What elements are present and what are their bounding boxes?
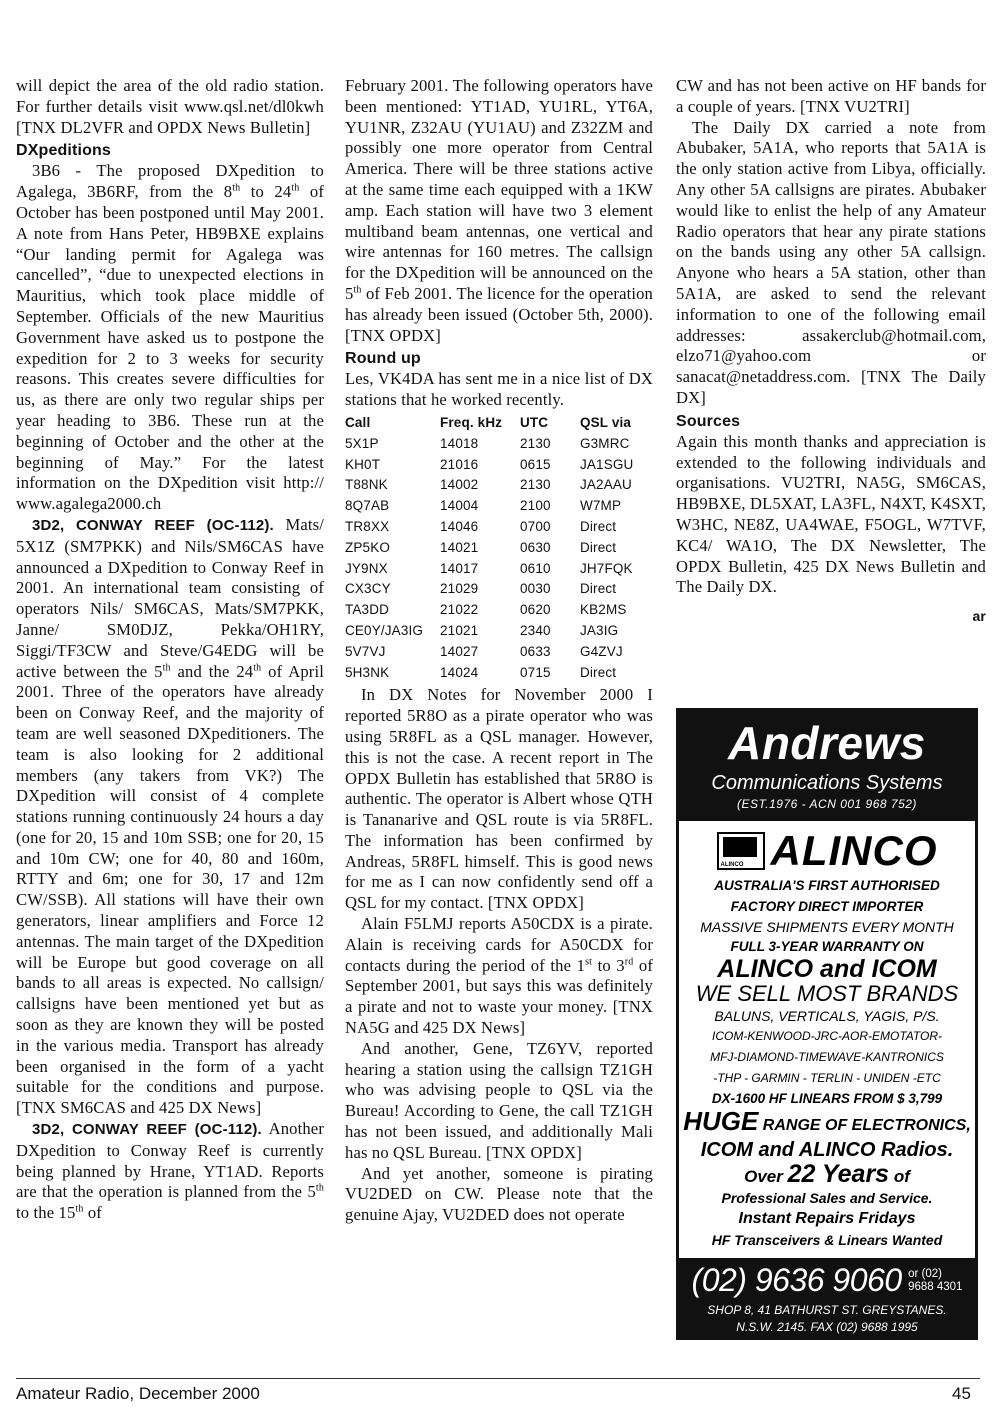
paragraph-3d2-b: 3D2, CONWAY REEF (OC-112). Another DXpedition to Conway Reef is currently being planned by Hrane, YT1AD. Reports are that the operation is planned from the 5th to the 15th of	[16, 1119, 324, 1223]
column-header: UTC	[520, 414, 549, 430]
table-cell: 0030	[520, 581, 551, 597]
table-cell: G4ZVJ	[580, 643, 623, 659]
ad-phone-alt: or (02) 9688 4301	[908, 1267, 963, 1293]
table-cell: KB2MS	[580, 602, 627, 618]
ad-line: FACTORY DIRECT IMPORTER	[730, 899, 924, 914]
ad-address: SHOP 8, 41 BATHURST ST. GREYSTANES. N.S.W. 2145. FAX (02) 9688 1995	[707, 1303, 947, 1334]
table-cell: 0620	[520, 602, 551, 618]
paragraph-5a1a: The Daily DX carried a note from Abubaker, 5A1A, who reports that 5A1A is the only station active from Libya, officially. Any other 5A callsigns are pirates. Abubaker would like to enlist the help of any Amateur Radio operators that hear any pirate stations on the bands using any other 5A callsign. Anyone who hears a 5A station, other than 5A1A, are asked to send the relevant information to one of the following email addresses: assakerclub@hotmail.com, elzo71@yahoo.com or sanacat@netaddress.com. [TNX The Daily DX]	[676, 117, 986, 407]
paragraph-5r8o: In DX Notes for November 2000 I reported 5R8O as a pirate operator who was using 5R8FL as a QSL manager. However, this is not the case. A recent report in The OPDX Bulletin has established that 5R8O is authentic. The operator is Albert whose QTH is Tananarive and QSL route is via 5R8FL. The information has been confirmed by Andreas, 5R8FL himself. This is good news for me as I can now confidently send off a QSL for my contact. [TNX OPDX]	[345, 685, 653, 913]
table-cell: JA3IG	[580, 622, 619, 638]
table-row	[345, 600, 645, 621]
ad-subtitle: Communications Systems	[711, 772, 943, 794]
table-cell: Direct	[580, 664, 617, 680]
table-cell: 5H3NK	[345, 664, 390, 680]
table-cell: 0630	[520, 539, 551, 555]
page-number: 45	[952, 1384, 971, 1403]
table-cell: CE0Y/JA3IG	[345, 622, 424, 638]
table-cell: 14027	[440, 643, 479, 659]
table-row	[345, 621, 645, 642]
table-cell: JA1SGU	[580, 456, 634, 472]
table-cell: TR8XX	[345, 518, 390, 534]
column-2	[345, 76, 653, 1226]
table-cell: JY9NX	[345, 560, 388, 576]
table-cell: 14002	[440, 477, 479, 493]
footer-publication: Amateur Radio, December 2000	[16, 1384, 260, 1403]
table-cell: 0633	[520, 643, 551, 659]
ad-line: DX-1600 HF LINEARS FROM $ 3,799	[711, 1091, 943, 1106]
paragraph-3d2-a: 3D2, CONWAY REEF (OC-112). Mats/ 5X1Z (SM7PKK) and Nils/SM6CAS have announced a DXpedition to Conway Reef in 2001. An international team consisting of operators Nils/ SM6CAS, Mats/SM7PKK, Janne/ SM0DJZ, Pekka/OH1RY, Siggi/TF3CW and Steve/G4EDG will be active between the 5th and the 24th of April 2001. Three of the operators have already been on Conway Reef, and the majority of team are well seasoned DXpeditioners. The team is also looking for 2 additional members (any takers from VK?) The DXpedition will consist of 4 complete stations running continuously 24 hours a day (one for 20, 15 and 10m SSB; one for 20, 15 and 10m CW; one for 40, 80 and 160m, RTTY and 6m; one for 30, 17 and 12m CW/SSB). All stations will have their own generators, linear amplifiers and Force 12 antennas. The main target of the DXpedition will be Europe but good coverage on all bands to all areas is expected. No callsign/ callsigns have been mentioned yet but as soon as they are known they will be posted in the various media. Transport has already been organised in the form of a yacht suitable for the conditions and purpose. [TNX SM6CAS and 425 DX News]	[16, 514, 324, 1118]
table-cell: 14021	[440, 539, 479, 555]
table-cell: 14024	[440, 664, 479, 680]
ad-line: WE SELL MOST BRANDS	[695, 981, 959, 1006]
table-cell: 14004	[440, 498, 479, 514]
table-cell: 2100	[520, 498, 551, 514]
table-cell: W7MP	[580, 498, 622, 514]
table-cell: TA3DD	[345, 602, 390, 618]
table-row	[345, 517, 645, 538]
paragraph-a50cdx: Alain F5LMJ reports A50CDX is a pirate. Alain is receiving cards for A50CDX for contacts during the period of the 1st to 3rd of September 2001, but says this was definitely a pirate and not to waste your money. [TNX NA5G and 425 DX News]	[345, 914, 653, 1038]
ad-established: (EST.1976 - ACN 001 968 752)	[737, 797, 917, 811]
table-cell: 14046	[440, 518, 479, 534]
ad-line: Over 22 Years of	[744, 1160, 910, 1188]
table-cell: 5V7VJ	[345, 643, 386, 659]
table-cell: 2130	[520, 477, 551, 493]
table-row	[345, 642, 645, 663]
heading-round-up: Round up	[345, 350, 421, 368]
table-row	[345, 538, 645, 559]
ad-line: FULL 3-YEAR WARRANTY ON	[730, 939, 924, 954]
table-header-row	[345, 413, 645, 434]
author-signoff: ar	[972, 608, 986, 625]
alinco-logo	[679, 827, 975, 875]
table-cell: JA2AAU	[580, 477, 632, 493]
ad-line: ICOM-KENWOOD-JRC-AOR-EMOTATOR-	[712, 1029, 942, 1043]
paragraph: Les, VK4DA has sent me in a nice list of DX stations that he worked recently.	[345, 369, 653, 410]
ad-line: Professional Sales and Service.	[721, 1190, 933, 1206]
ad-line: MASSIVE SHIPMENTS EVERY MONTH	[700, 919, 954, 935]
table-cell: 8Q7AB	[345, 498, 390, 514]
andrews-advertisement	[676, 708, 978, 1340]
paragraph-sources: Again this month thanks and appreciation is extended to the following individuals and organisations. VU2TRI, NA5G, SM6CAS, HB9BXE, DL5XAT, LA3FL, N4XT, K4SXT, W3HC, NE8Z, UA4WAE, F5OGL, W7TVF, KC4/ WA1O, The DX Newsletter, The OPDX Bulletin, 425 DX News Bulletin and The Daily DX.	[676, 431, 986, 597]
table-cell: 21021	[440, 622, 479, 638]
table-cell: G3MRC	[580, 435, 630, 451]
paragraph: February 2001. The following operators have been mentioned: YT1AD, YU1RL, YT6A, YU1NR, Z32AU (YU1AU) and Z32ZM and possibly one more operator from Central America. There will be three stations active at the same time each equipped with a 1KW amp. Each station will have two 3 element multiband beam antennas, one vertical and wire antennas for 160 metres. The callsign for the DXpedition will be announced on the 5th of Feb 2001. The licence for the operation has already been issued (October 5th, 2000). [TNX OPDX]	[345, 76, 653, 345]
table-cell: 21029	[440, 581, 479, 597]
table-cell: ZP5KO	[345, 539, 391, 555]
ad-line: HF Transceivers & Linears Wanted	[711, 1232, 943, 1248]
table-row	[345, 434, 645, 455]
heading-sources: Sources	[676, 412, 741, 430]
table-cell: 2130	[520, 435, 551, 451]
table-cell: CX3CY	[345, 581, 391, 597]
table-cell: Direct	[580, 539, 617, 555]
table-cell: 2340	[520, 622, 551, 638]
ad-line: MFJ-DIAMOND-TIMEWAVE-KANTRONICS	[710, 1050, 944, 1064]
column-header: Call	[345, 414, 371, 430]
table-cell: 14017	[440, 560, 479, 576]
paragraph-vu2ded: And yet another, someone is pirating VU2DED on CW. Please note that the genuine Ajay, VU2DED does not operate	[345, 1163, 653, 1225]
table-cell: 0610	[520, 560, 551, 576]
paragraph-tz1gh: And another, Gene, TZ6YV, reported hearing a station using the callsign TZ1GH who was advising people to QSL via the Bureau! According to Gene, the call TZ1GH has not been issued, and additionally Mali has no QSL Bureau. [TNX OPDX]	[345, 1038, 653, 1162]
footer-rule	[16, 1378, 980, 1379]
alinco-brand: ALINCO	[770, 827, 938, 874]
table-row	[345, 579, 645, 600]
ad-line: ALINCO and ICOM	[717, 955, 937, 983]
table-cell: T88NK	[345, 477, 388, 493]
ad-phone-row	[676, 1262, 978, 1299]
ad-line: HUGE RANGE OF ELECTRONICS,	[683, 1106, 971, 1136]
paragraph: will depict the area of the old radio station. For further details visit www.qsl.net/dl0kwh [TNX DL2VFR and OPDX News Bulletin]	[16, 76, 324, 137]
alinco-logo-icon: ALINCO	[717, 832, 765, 870]
ad-line: ICOM and ALINCO Radios.	[700, 1139, 954, 1161]
ad-line: AUSTRALIA'S FIRST AUTHORISED	[714, 878, 940, 893]
table-cell: 0615	[520, 456, 551, 472]
table-cell: 21016	[440, 456, 479, 472]
table-cell: JH7FQK	[580, 560, 633, 576]
ad-phone: (02) 9636 9060	[691, 1262, 902, 1298]
table-row	[345, 455, 645, 476]
heading-dxpeditions: DXpeditions	[16, 142, 111, 160]
table-row	[345, 559, 645, 580]
table-row	[345, 663, 645, 684]
table-cell: 14018	[440, 435, 479, 451]
column-header: QSL via	[580, 414, 632, 430]
table-cell: 0700	[520, 518, 551, 534]
table-row	[345, 475, 645, 496]
ad-company-name: Andrews	[728, 717, 926, 769]
table-cell: Direct	[580, 581, 617, 597]
ad-white-panel	[679, 821, 975, 1258]
ad-line: BALUNS, VERTICALS, YAGIS, P/S.	[714, 1008, 940, 1024]
table-cell: 5X1P	[345, 435, 379, 451]
column-1	[16, 76, 324, 1224]
dx-stations-table	[345, 413, 645, 683]
table-cell: 0715	[520, 664, 551, 680]
table-cell: Direct	[580, 518, 617, 534]
table-cell: KH0T	[345, 456, 381, 472]
ad-line: -THP - GARMIN - TERLIN - UNIDEN -ETC	[713, 1071, 941, 1085]
column-3	[676, 76, 986, 627]
paragraph-3b6: 3B6 - The proposed DXpedition to Agalega, 3B6RF, from the 8th to 24th of October has been postponed until May 2001. A note from Hans Peter, HB9BXE explains “Our landing permit for Agalega was cancelled”, “due to unexpected elections in Mauritius, which took place middle of September. Officials of the new Mauritius Government have asked us to postpone the expedition for 2 to 3 weeks for security reasons. This creates severe difficulties for us, as there are only two regular ships per year heading to 3B6. These run at the beginning of October and the other at the beginning of May.” For the latest information on the DXpedition visit http:// www.agalega2000.ch	[16, 161, 325, 514]
table-row	[345, 496, 645, 517]
ad-line: Instant Repairs Fridays	[738, 1210, 916, 1227]
column-header: Freq. kHz	[440, 414, 503, 430]
paragraph: CW and has not been active on HF bands for a couple of years. [TNX VU2TRI]	[676, 76, 986, 116]
table-cell: 21022	[440, 602, 479, 618]
